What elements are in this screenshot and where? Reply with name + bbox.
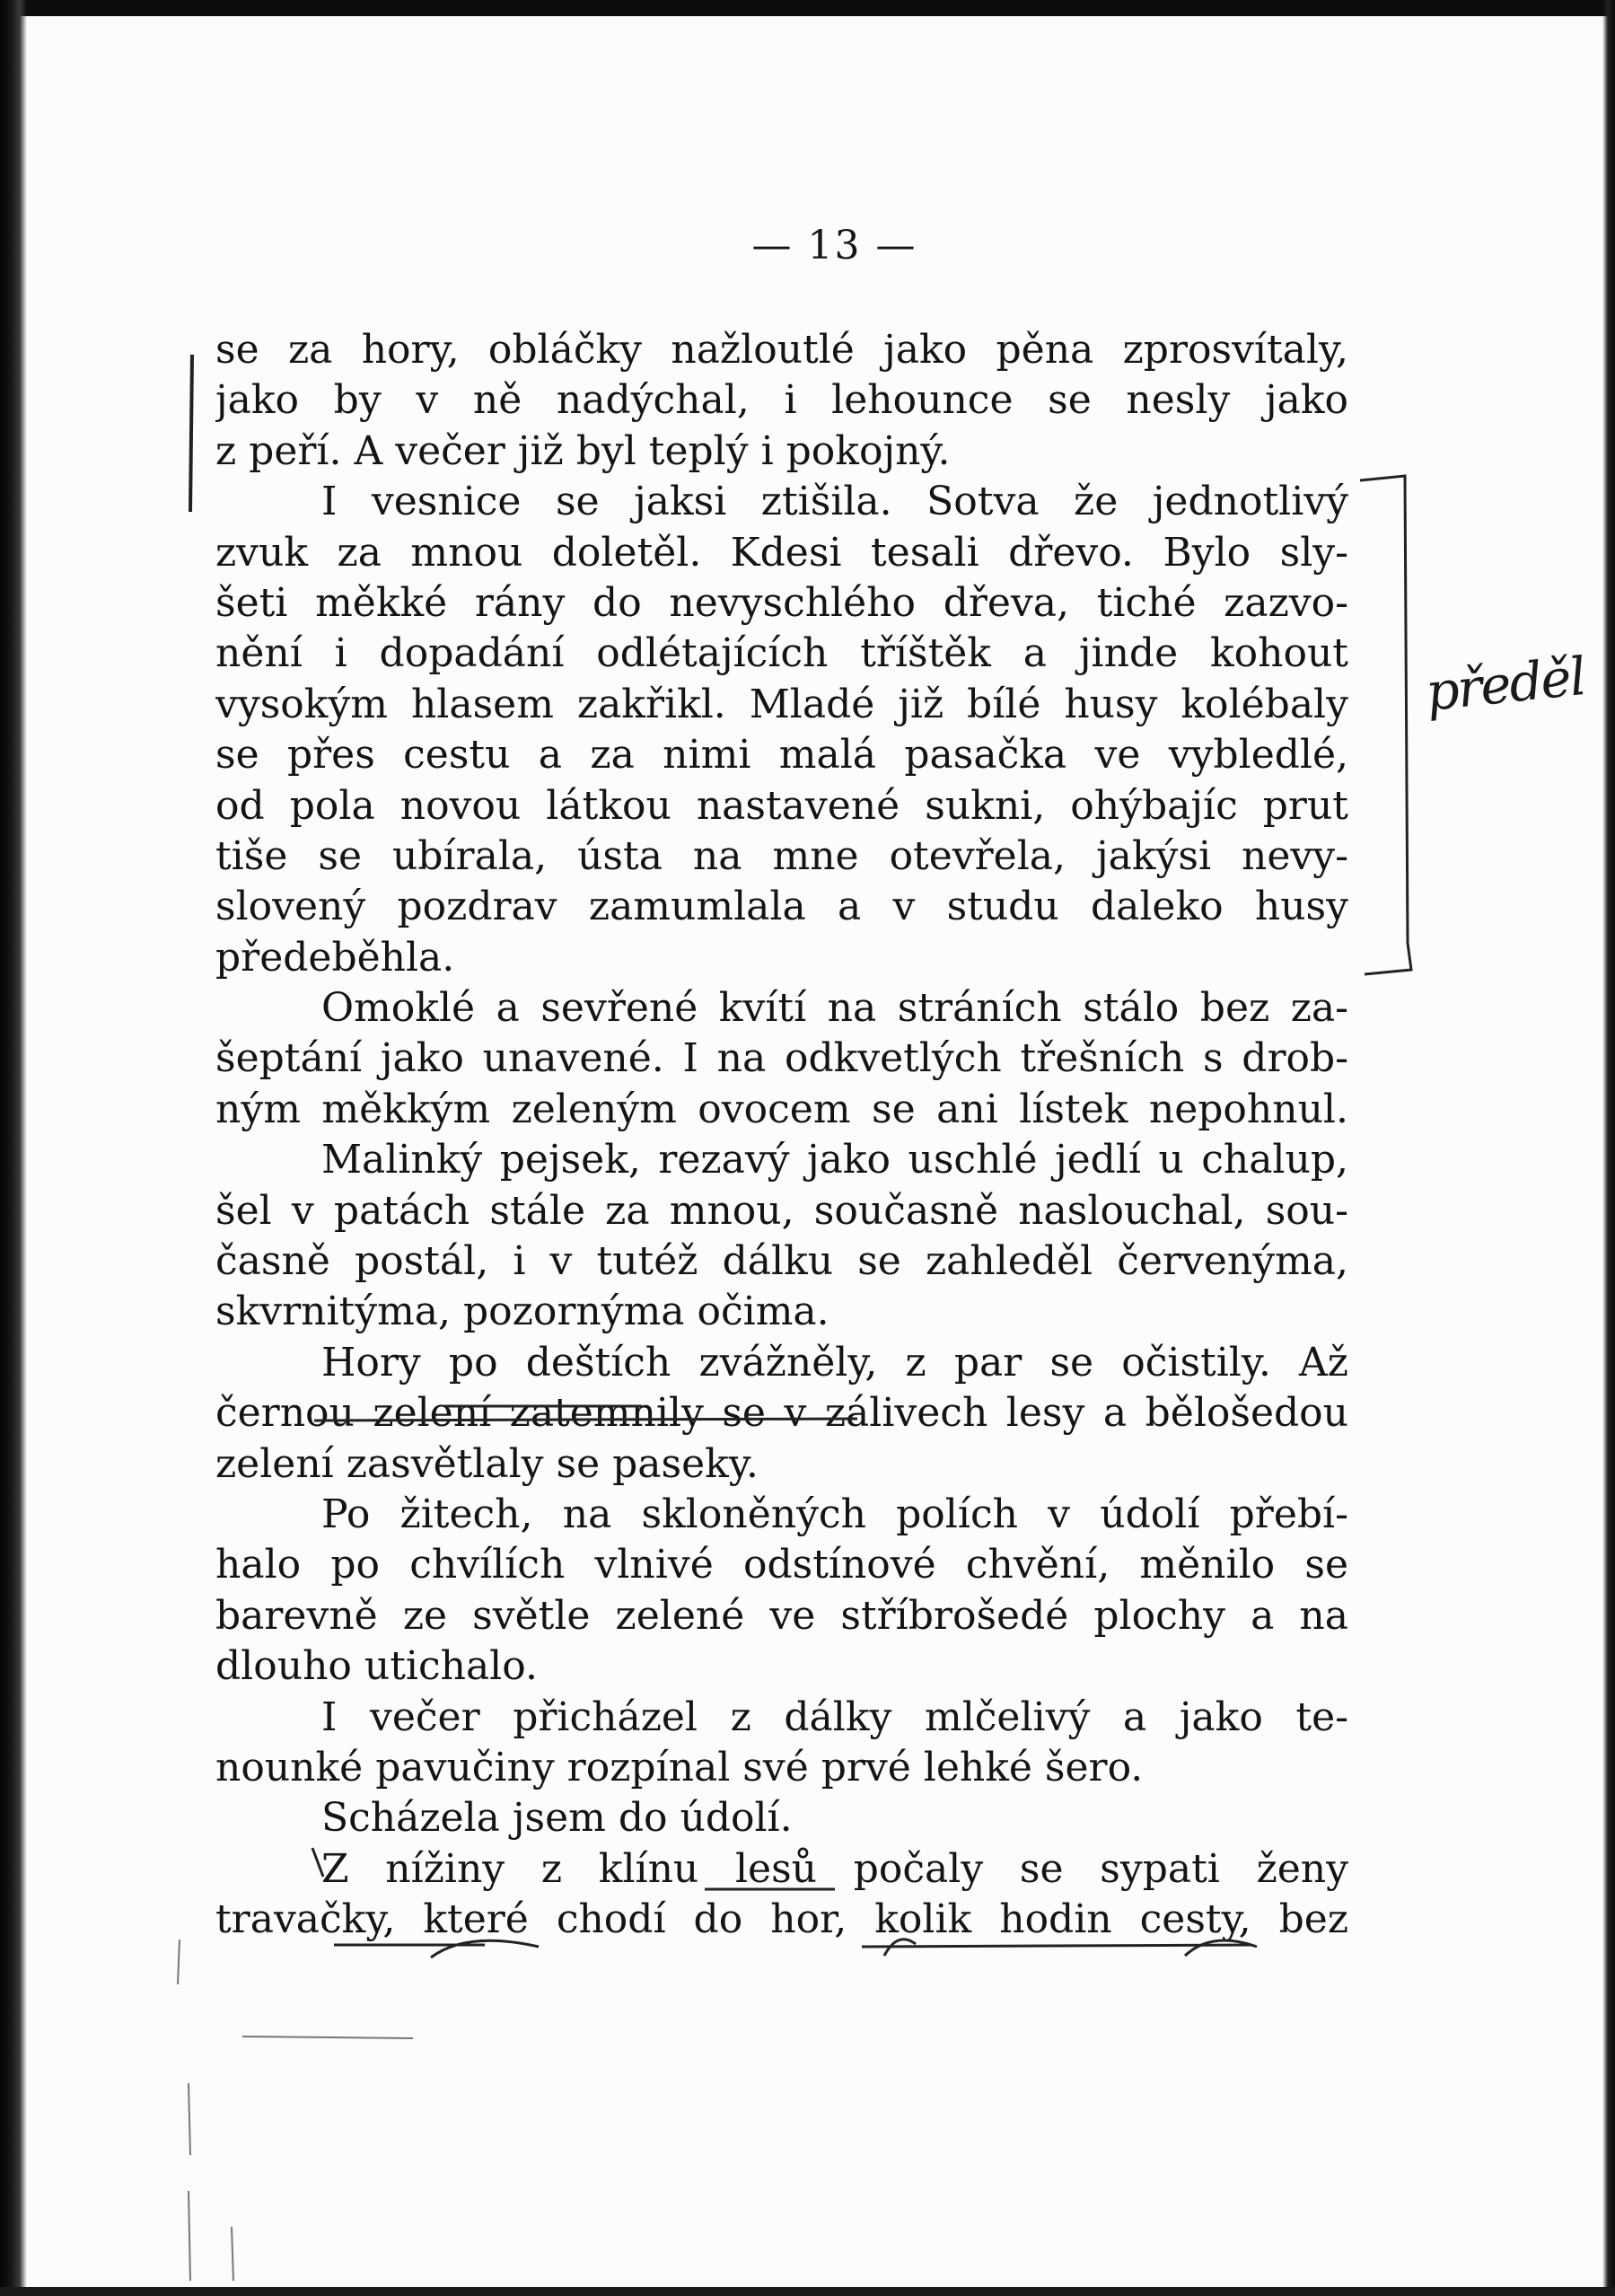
text-line: skvrnitýma, pozornýma očima. [215, 1289, 829, 1335]
text-line: ným měkkým zeleným ovocem se ani lístek nepohnul. [215, 1086, 1348, 1132]
text-line: jako by v ně nadýchal, i lehounce se nesly jako [215, 377, 1348, 424]
text-line: Z nížiny z klínu lesů počaly se sypati ženy [321, 1845, 1348, 1892]
text-line: halo po chvílích vlnivé odstínové chvění, měnilo se [215, 1542, 1348, 1588]
margin-handwritten-note: předěl [1422, 645, 1588, 724]
body-text [215, 325, 1348, 1946]
faint-mark-lower [178, 1940, 413, 2281]
text-line: Po žitech, na skloněných polích v údolí přebí- [321, 1491, 1348, 1537]
text-line: Malinký pejsek, rezavý jako uschlé jedlí u chalup, [321, 1137, 1348, 1183]
text-line: tiše se ubírala, ústa na mne otevřela, jakýsi nevy- [215, 832, 1348, 879]
scan-border-right [1602, 0, 1615, 2296]
text-line: I večer přicházel z dálky mlčelivý a jako te- [321, 1693, 1348, 1740]
scan-border-top [0, 0, 1615, 16]
scan-border-left [0, 0, 27, 2296]
text-line: Omoklé a sevřené kvítí na stráních stálo bez za- [321, 985, 1348, 1032]
scan-border-bottom [0, 2287, 1615, 2296]
text-line: od pola novou látkou nastavené sukni, ohýbajíc prut [215, 782, 1348, 829]
text-line: se přes cestu a za nimi malá pasačka ve vybledlé, [215, 732, 1348, 779]
text-line: travačky, které chodí do hor, kolik hodin cesty, bez [215, 1896, 1348, 1943]
text-line: zvuk za mnou doletěl. Kdesi tesali dřevo. Bylo sly- [215, 529, 1348, 576]
text-line: šeti měkké rány do nevyschlého dřeva, tiché zazvo- [215, 579, 1348, 626]
text-line: zelení zasvětlaly se paseky. [215, 1440, 759, 1487]
text-line: Scházela jsem do údolí. [321, 1795, 793, 1842]
page-number: — 13 — [751, 223, 917, 268]
text-line: šeptání jako unavené. I na odkvetlých třešních s drob- [215, 1035, 1348, 1082]
text-line: časně postál, i v tutéž dálku se zahleděl červenýma, [215, 1238, 1348, 1285]
text-line: nounké pavučiny rozpínal své prvé lehké šero. [215, 1744, 1144, 1790]
text-line: předeběhla. [215, 934, 455, 981]
text-line: se za hory, obláčky nažloutlé jako pěna zprosvítaly, [215, 327, 1348, 373]
right-margin-bracket [1360, 476, 1411, 974]
text-line: Hory po deštích zvážněly, z par se očistily. Až [321, 1339, 1348, 1386]
text-line: černou zelení zatemnily se v zálivech lesy a bělošedou [215, 1390, 1348, 1437]
text-line: dlouho utichalo. [215, 1643, 538, 1690]
text-line: I vesnice se jaksi ztišila. Sotva že jednotlivý [321, 479, 1348, 525]
text-line: nění i dopadání odlétajících tříštěk a jinde kohout [215, 630, 1348, 677]
left-margin-bracket [190, 355, 192, 512]
text-line: šel v patách stále za mnou, současně naslouchal, sou- [215, 1187, 1348, 1234]
text-line: vysokým hlasem zakřikl. Mladé již bílé husy kolébaly [215, 681, 1348, 727]
text-line: slovený pozdrav zamumlala a v studu daleko husy [215, 884, 1348, 930]
text-line: z peří. A večer již byl teplý i pokojný. [215, 427, 951, 474]
text-line: barevně ze světle zelené ve stříbrošedé plochy a na [215, 1592, 1348, 1639]
